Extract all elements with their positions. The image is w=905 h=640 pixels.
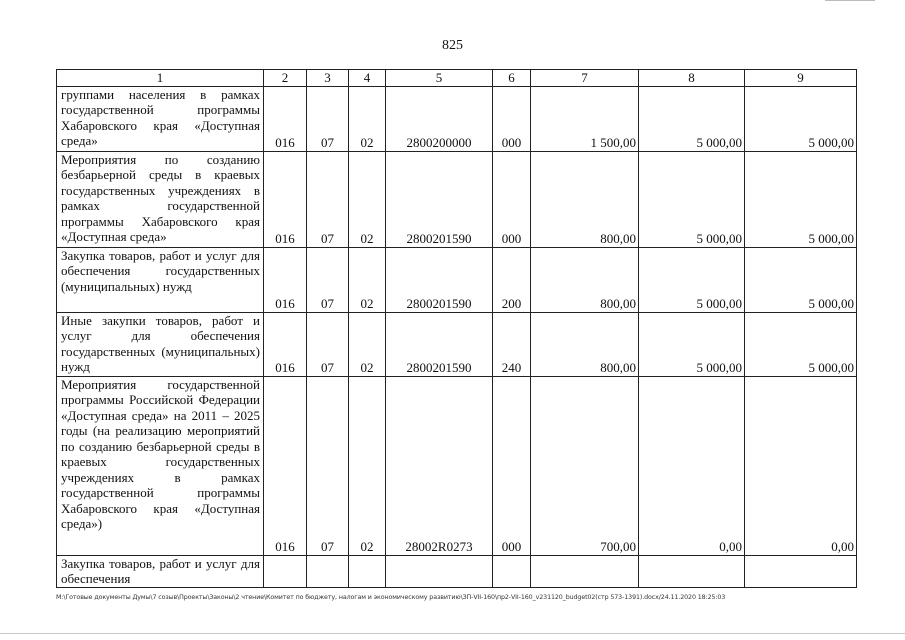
table-row	[57, 555, 857, 587]
amount-col8-cell	[639, 555, 745, 587]
table-row	[57, 376, 857, 555]
section-cell: 07	[307, 151, 349, 247]
amount-col9-cell	[745, 555, 857, 587]
page-number: 825	[442, 38, 463, 53]
row-name-cell: группами населения в рамках государственной программы Хабаровского края «Доступная среда»	[57, 86, 264, 151]
subsection-cell: 02	[349, 86, 386, 151]
row-name-cell: Мероприятия по созданию безбарьерной среды в краевых государственных учреждениях в рамках государственной программы Хабаровского края «Доступная среда»	[57, 151, 264, 247]
amount-col8-cell: 5 000,00	[639, 247, 745, 312]
ved-cell	[264, 555, 307, 587]
section-cell	[307, 555, 349, 587]
file-path-footer: M:\Готовые документы Думы\7 созыв\Проекты\Законы\2 чтение\Комитет по бюджету, налогам и экономическому развитию\ЗП-VII-160\пр2-VII-160_v231120_budget02(стр 573-1391).docx/24.11.2020 18:25:03	[56, 594, 726, 601]
row-name-cell: Закупка товаров, работ и услуг для обеспечения	[57, 555, 264, 587]
top-edge-line	[825, 0, 875, 1]
table-row	[57, 151, 857, 247]
table-header-row	[57, 70, 857, 87]
target-article-cell: 2800201590	[386, 312, 493, 376]
expense-type-cell	[493, 555, 531, 587]
amount-col9-cell: 0,00	[745, 376, 857, 555]
ved-cell: 016	[264, 86, 307, 151]
header-cell: 1	[57, 70, 264, 87]
table-row	[57, 86, 857, 151]
amount-col9-cell: 5 000,00	[745, 86, 857, 151]
table-row	[57, 247, 857, 312]
section-cell: 07	[307, 312, 349, 376]
subsection-cell: 02	[349, 247, 386, 312]
target-article-cell: 2800200000	[386, 86, 493, 151]
header-cell: 2	[264, 70, 307, 87]
amount-col8-cell: 5 000,00	[639, 312, 745, 376]
amount-col8-cell: 5 000,00	[639, 151, 745, 247]
subsection-cell: 02	[349, 151, 386, 247]
expense-type-cell: 240	[493, 312, 531, 376]
ved-cell: 016	[264, 247, 307, 312]
subsection-cell: 02	[349, 376, 386, 555]
ved-cell: 016	[264, 312, 307, 376]
row-name-cell: Иные закупки товаров, работ и услуг для обеспечения государственных (муниципальных) нужд	[57, 312, 264, 376]
section-cell: 07	[307, 247, 349, 312]
target-article-cell: 2800201590	[386, 247, 493, 312]
target-article-cell: 2800201590	[386, 151, 493, 247]
amount-col9-cell: 5 000,00	[745, 312, 857, 376]
amount-col8-cell: 0,00	[639, 376, 745, 555]
amount-col7-cell: 700,00	[531, 376, 639, 555]
subsection-cell	[349, 555, 386, 587]
header-cell: 9	[745, 70, 857, 87]
subsection-cell: 02	[349, 312, 386, 376]
target-article-cell: 28002R0273	[386, 376, 493, 555]
header-cell: 7	[531, 70, 639, 87]
target-article-cell	[386, 555, 493, 587]
header-cell: 5	[386, 70, 493, 87]
row-name-cell: Закупка товаров, работ и услуг для обеспечения государственных (муниципальных) нужд	[57, 247, 264, 312]
amount-col9-cell: 5 000,00	[745, 247, 857, 312]
ved-cell: 016	[264, 151, 307, 247]
header-cell: 4	[349, 70, 386, 87]
section-cell: 07	[307, 86, 349, 151]
ved-cell: 016	[264, 376, 307, 555]
amount-col8-cell: 5 000,00	[639, 86, 745, 151]
amount-col7-cell: 800,00	[531, 247, 639, 312]
budget-table	[56, 69, 857, 588]
expense-type-cell: 000	[493, 376, 531, 555]
amount-col7-cell	[531, 555, 639, 587]
amount-col9-cell: 5 000,00	[745, 151, 857, 247]
header-cell: 8	[639, 70, 745, 87]
section-cell: 07	[307, 376, 349, 555]
bottom-edge-line	[0, 633, 905, 634]
expense-type-cell: 000	[493, 86, 531, 151]
header-cell: 3	[307, 70, 349, 87]
header-cell: 6	[493, 70, 531, 87]
table-row	[57, 312, 857, 376]
amount-col7-cell: 1 500,00	[531, 86, 639, 151]
amount-col7-cell: 800,00	[531, 312, 639, 376]
expense-type-cell: 000	[493, 151, 531, 247]
row-name-cell: Мероприятия государственной программы Российской Федерации «Доступная среда» на 2011 – 2025 годы (на реализацию мероприятий по созданию безбарьерной среды в краевых государственных учреждениях в рамках государственной программы Хабаровского края «Доступная среда»)	[57, 376, 264, 555]
expense-type-cell: 200	[493, 247, 531, 312]
amount-col7-cell: 800,00	[531, 151, 639, 247]
